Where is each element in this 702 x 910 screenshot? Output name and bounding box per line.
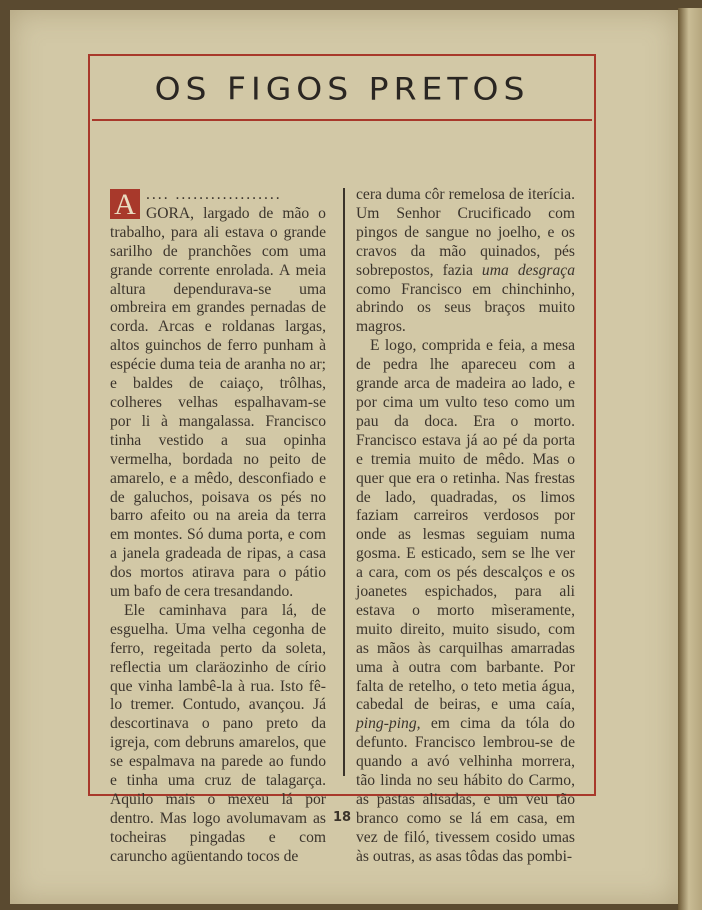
column-divider xyxy=(343,188,345,776)
left-column xyxy=(110,186,326,867)
paragraph-4-text-b: em cima da tóla do defunto. Francisco lembrou-se de quando a avó velhinha morrera, tão linda no seu hábito do Carmo, as pastas alisadas, e um veu tão branco como se lá em casa, em vez de filó, tivessem cosido umas às outras, as asas tôdas das pombi- xyxy=(356,715,575,865)
paragraph-3-text-b: como Francisco em chinchinho, abrindo os seus braços muito magros. xyxy=(356,280,575,336)
right-column xyxy=(356,186,575,867)
page-number: 18 xyxy=(332,810,352,825)
lead-word: GORA, xyxy=(146,204,195,222)
paragraph-4 xyxy=(356,337,575,866)
paragraph-3-text-a: cera duma côr remelosa de iterícia. Um Senhor Crucificado com pingos de sangue no joelho, e os cravos da mão quinados, pés sobrepostos, fazia xyxy=(356,186,575,279)
drop-cap: A xyxy=(110,189,140,219)
paragraph-1-text: largado de mão o trabalho, para ali estava o grande sarilho de pranchões com uma grande corrente enrolada. A meia altura dependurava-se uma ombreira em grandes pernadas de corda. Arcas e roldanas largas, altos guinchos de ferro punham à espécie duma teia de aranha no ar; e baldes de caiaço, trôlhas, colheres velhas espalhavam-se por li à mangalassa. Francisco tinha vestido a sua opinha vermelha, bordada no peito de amarelo, e a mêdo, desconfiado e de galuchos, poisava os pés no barro afeito ou na areia da terra em montes. Só duma porta, e com a janela gradeada de ripas, a casa dos mortos atirava para o pátio um bafo de cera tresandando. xyxy=(110,204,326,601)
article-title: OS FIGOS PRETOS xyxy=(154,70,530,108)
paragraph-1 xyxy=(110,186,326,602)
paragraph-4-text-a: E logo, comprida e feia, a mesa de pedra lhe apareceu com a grande arca de madeira ao lado, e por cima um vulto teso como um pau da doca. Era o morto. Francisco estava já ao pé da porta e tremia muito de mêdo. Mas o quer que era o retinha. Nas frestas de lado, quadradas, os limos faziam carreiros verdosos por onde as lesmas seguiam numa gosma. E esticado, sem se lhe ver a cara, com os pés descalços e os joanetes espichados, para ali estava o morto mìseramente, muito direito, muito sisudo, com as mãos às carquilhas amarradas uma à outra com barbante. Por falta de retelho, o teto metia água, cabedal de beiras, e uma caía, xyxy=(356,337,575,714)
book-spine xyxy=(678,8,702,910)
onomatopoeia-text: ping-ping, xyxy=(356,715,421,733)
paragraph-3 xyxy=(356,186,575,337)
paragraph-2: Ele caminhava para lá, de esguelha. Uma velha cegonha de ferro, regeitada perto da soleta, reflectia um claräozinho de círio que vinha lambê-la à rua. Isto fê-lo tremer. Contudo, avançou. Já descortinava o pano preto da igreja, com debruns amarelos, que se espalmava na parede ao fundo e tinha uma cruz de talagarça. Aquilo mais o mexeu lá por dentro. Mas logo avolumavam as tocheiras pingadas e com caruncho agüentando tocos de xyxy=(110,601,326,865)
emphasis-text: uma desgraça xyxy=(481,261,575,279)
title-divider xyxy=(92,119,592,121)
ellipsis-dots: .... .................. xyxy=(146,186,282,203)
